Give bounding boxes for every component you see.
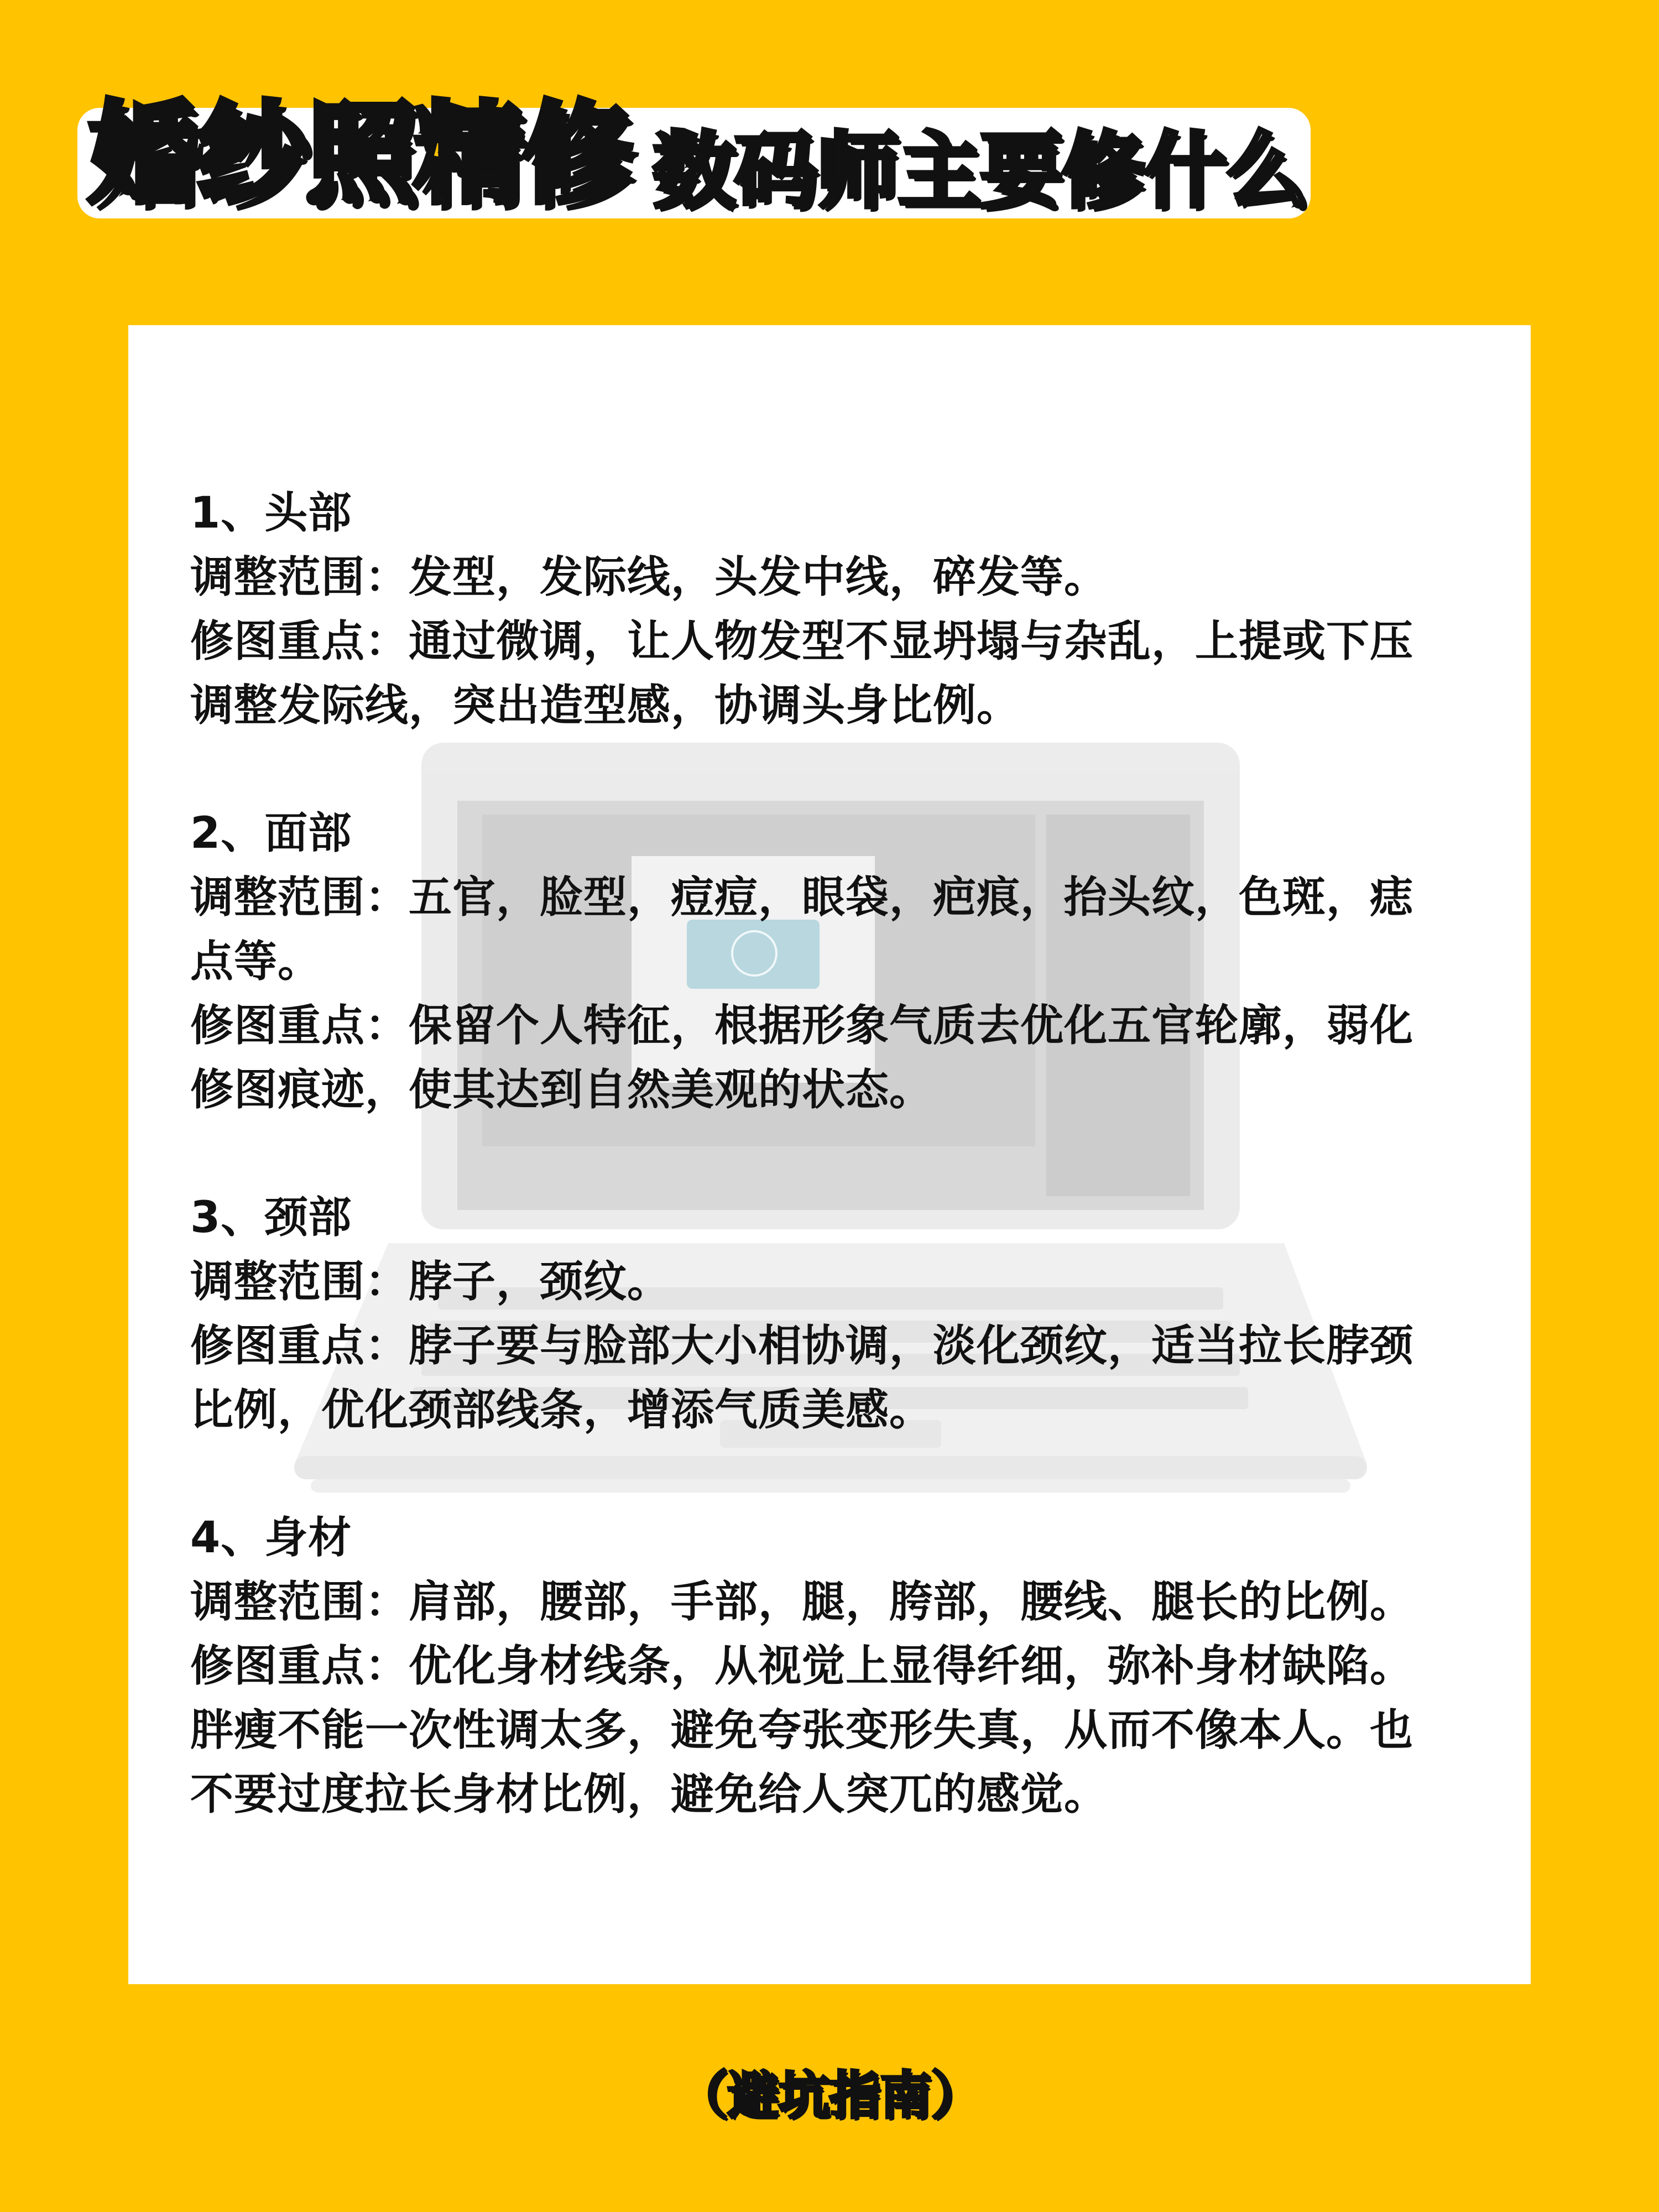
section-heading: 3、颈部 (190, 1193, 352, 1243)
text-line: 不要过度拉长身材比例，避免给人突兀的感觉。 (190, 1770, 1108, 1819)
text-line: 调整范围：五官，脸型，痘痘，眼袋，疤痕，抬头纹，色斑，痣 (190, 873, 1414, 922)
footer-tag: （避坑指南） (676, 2066, 982, 2125)
content-card (128, 325, 1531, 1984)
section-face (190, 801, 1479, 1122)
section-heading: 1、头部 (190, 488, 352, 538)
text-line: 修图痕迹，使其达到自然美观的状态。 (190, 1065, 933, 1115)
text-line: 胖瘦不能一次性调太多，避免夸张变形失真，从而不像本人。也 (190, 1705, 1414, 1755)
text-line: 调整范围：肩部，腰部，手部，腿，胯部，腰线、腿长的比例。 (190, 1577, 1414, 1627)
section-head (190, 481, 1479, 738)
text-line: 点等。 (190, 937, 322, 987)
section-heading: 4、身材 (190, 1513, 352, 1563)
section-heading: 2、面部 (190, 808, 352, 858)
text-line: 修图重点：通过微调，让人物发型不显坍塌与杂乱，上提或下压 (190, 617, 1414, 666)
page-title: 婚纱照精修 (88, 90, 631, 219)
text-line: 修图重点：脖子要与脸部大小相协调，淡化颈纹，适当拉长脖颈 (190, 1321, 1414, 1371)
text-line: 调整发际线，突出造型感，协调头身比例。 (190, 681, 1021, 731)
text-line: 修图重点：优化身材线条，从视觉上显得纤细，弥补身材缺陷。 (190, 1641, 1414, 1691)
section-body (190, 1506, 1479, 1827)
section-neck (190, 1186, 1479, 1442)
text-line: 比例，优化颈部线条，增添气质美感。 (190, 1385, 933, 1435)
text-line: 修图重点：保留个人特征，根据形象气质去优化五官轮廓，弱化 (190, 1001, 1414, 1051)
page-subtitle: 数码师主要修什么 (653, 123, 1308, 220)
article-body (190, 481, 1479, 1890)
text-line: 调整范围：脖子，颈纹。 (190, 1257, 671, 1307)
text-line: 调整范围：发型，发际线，头发中线，碎发等。 (190, 552, 1108, 602)
